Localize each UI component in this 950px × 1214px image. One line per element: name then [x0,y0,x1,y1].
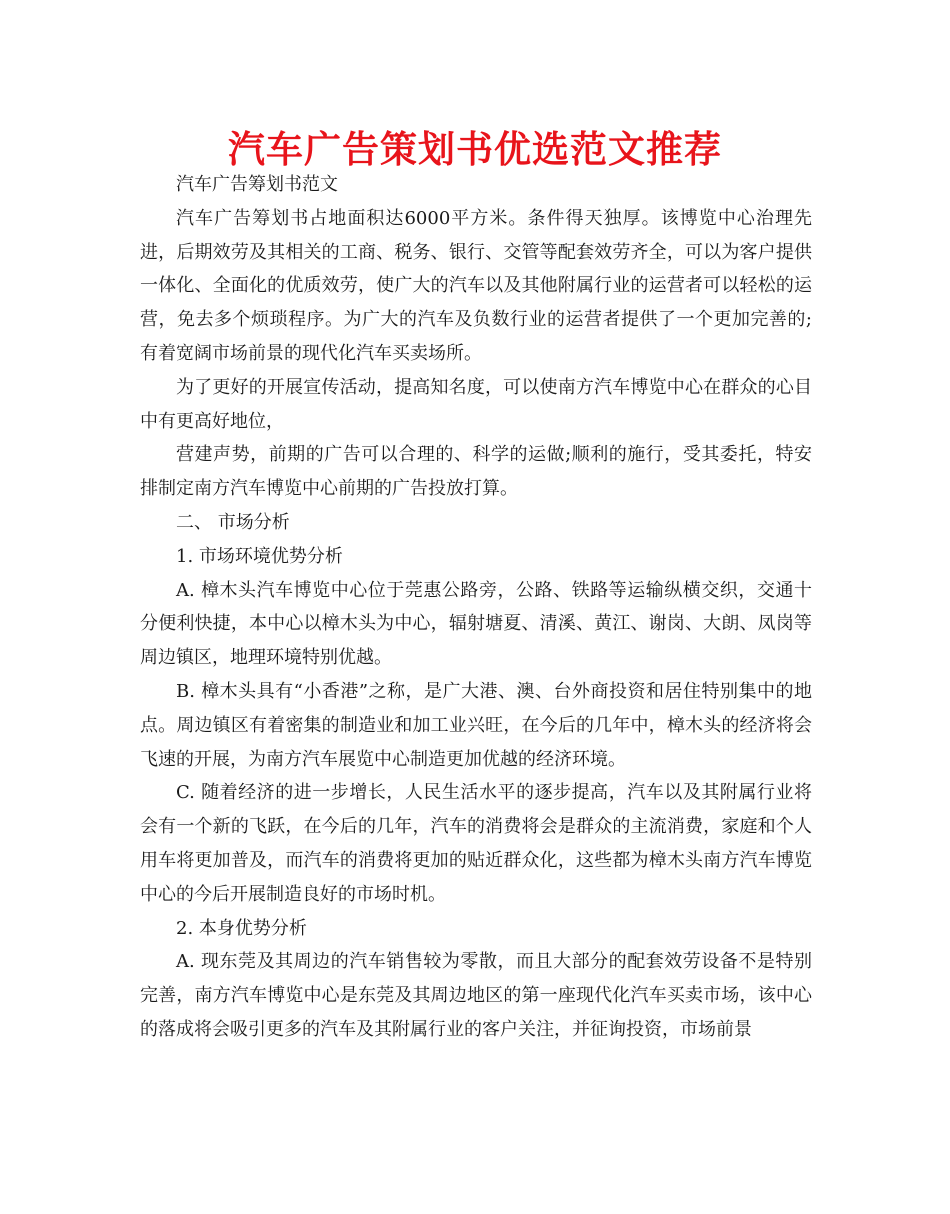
paragraph-intro: 汽车广告筹划书占地面积达6000平方米。条件得天独厚。该博览中心治理先进，后期效劳及其相关的工商、税务、银行、交管等配套效劳齐全，可以为客户提供一体化、全面化的优质效劳，使广大的汽车以及其他附属行业的运营者可以轻松的运营，免去多个烦琐程序。为广大的汽车及负数行业的运营者提供了一个更加完善的;有着宽阔市场前景的现代化汽车买卖场所。 [140,207,812,364]
paragraph-environment-c: C. 随着经济的进一步增长，人民生活水平的逐步提高，汽车以及其附属行业将会有一个新的飞跃，在今后的几年，汽车的消费将会是群众的主流消费，家庭和个人用车将更加普及，而汽车的消费将更加的贴近群众化，这些都为樟木头南方汽车博览中心的今后开展制造良好的市场时机。 [140,782,812,905]
paragraph-environment-a: A. 樟木头汽车博览中心位于莞惠公路旁，公路、铁路等运输纵横交织，交通十分便利快捷，本中心以樟木头为中心，辐射塘夏、清溪、黄江、谢岗、大朗、凤岗等周边镇区，地理环境特别优越。 [140,579,812,669]
paragraph-subtitle: 汽车广告筹划书范文 [176,174,338,195]
section-heading-market-analysis: 二、 市场分析 [176,511,290,533]
paragraph-plan: 营建声势，前期的广告可以合理的、科学的运做;顺利的施行，受其委托，特安排制定南方汽车博览中心前期的广告投放打算。 [140,444,812,500]
document-title: 汽车广告策划书优选范文推荐 [228,128,722,171]
paragraph-purpose: 为了更好的开展宣传活动，提高知名度，可以使南方汽车博览中心在群众的心目中有更高好地位， [140,376,812,432]
document-body [140,168,812,1047]
paragraph-environment-b: B. 樟木头具有“小香港”之称，是广大港、澳、台外商投资和居住特别集中的地点。周边镇区有着密集的制造业和加工业兴旺，在今后的几年中，樟木头的经济将会飞速的开展，为南方汽车展览中心制造更加优越的经济环境。 [140,680,812,770]
paragraph-self-advantage-a: A. 现东莞及其周边的汽车销售较为零散，而且大部分的配套效劳设备不是特别完善，南方汽车博览中心是东莞及其周边地区的第一座现代化汽车买卖市场，该中心的落成将会吸引更多的汽车及其附属行业的客户关注，并征询投资，市场前景 [140,951,812,1040]
subsection-heading-self-advantage: 2. 本身优势分析 [176,917,307,939]
subsection-heading-environment: 1. 市场环境优势分析 [176,545,343,567]
